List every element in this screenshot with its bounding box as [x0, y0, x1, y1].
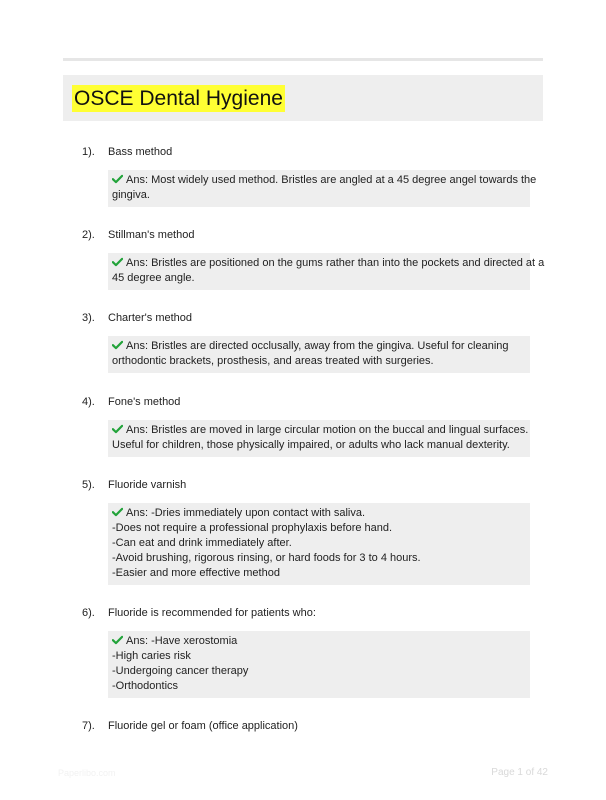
- question-text: Fluoride gel or foam (office application): [108, 720, 298, 732]
- question-number: 1).: [82, 146, 95, 158]
- answer-line: Ans: Bristles are moved in large circular motion on the buccal and lingual surfaces.: [112, 423, 527, 438]
- question-text: Charter's method: [108, 312, 193, 324]
- answer-line: -High caries risk: [112, 650, 191, 662]
- answer-line: 45 degree angle.: [112, 272, 195, 284]
- footer-watermark: Paperlibo.com: [58, 768, 116, 778]
- answer-box: [108, 170, 537, 207]
- check-icon: [112, 174, 123, 184]
- check-icon: [112, 635, 123, 645]
- check-icon: [112, 340, 123, 350]
- question-text: Fluoride varnish: [108, 479, 187, 491]
- check-icon: [112, 507, 123, 517]
- question-number: 6).: [82, 607, 95, 619]
- question-number: 2).: [82, 229, 95, 241]
- question-number: 3).: [82, 312, 95, 324]
- answer-line: -Can eat and drink immediately after.: [112, 537, 292, 549]
- answer-box: [108, 336, 530, 373]
- answer-line: -Easier and more effective method: [112, 567, 280, 579]
- question-text: Fone's method: [108, 396, 181, 408]
- check-icon: [112, 424, 123, 434]
- answer-line: orthodontic brackets, prosthesis, and areas treated with surgeries.: [112, 355, 434, 367]
- question-number: 4).: [82, 396, 95, 408]
- answer-box: [108, 503, 530, 585]
- answer-box: [108, 420, 530, 457]
- answer-line: Ans: -Have xerostomia: [112, 634, 527, 649]
- title-banner: [63, 75, 543, 121]
- answer-box: [108, 631, 530, 698]
- answer-line: Ans: Most widely used method. Bristles are angled at a 45 degree angel towards the: [112, 173, 527, 188]
- question-number: 7).: [82, 720, 95, 732]
- page-indicator: Page 1 of 42: [491, 767, 548, 778]
- question-text: Bass method: [108, 146, 173, 158]
- question-text: Stillman's method: [108, 229, 195, 241]
- answer-line: Useful for children, those physically impaired, or adults who lack manual dexterity.: [112, 439, 510, 451]
- answer-line: -Undergoing cancer therapy: [112, 665, 249, 677]
- check-icon: [112, 257, 123, 267]
- document-title: OSCE Dental Hygiene: [74, 87, 283, 110]
- answer-line: Ans: Bristles are directed occlusally, away from the gingiva. Useful for cleaning: [112, 339, 527, 354]
- question-text: Fluoride is recommended for patients who:: [108, 607, 316, 619]
- question-number: 5).: [82, 479, 95, 491]
- answer-box: [108, 253, 545, 290]
- top-divider: [63, 58, 543, 61]
- answer-line: -Orthodontics: [112, 680, 179, 692]
- answer-line: gingiva.: [112, 189, 150, 201]
- answer-line: -Does not require a professional prophylaxis before hand.: [112, 522, 393, 534]
- answer-line: Ans: -Dries immediately upon contact with saliva.: [112, 506, 527, 521]
- answer-line: -Avoid brushing, rigorous rinsing, or hard foods for 3 to 4 hours.: [112, 552, 421, 564]
- answer-line: Ans: Bristles are positioned on the gums rather than into the pockets and directed at a: [112, 256, 527, 271]
